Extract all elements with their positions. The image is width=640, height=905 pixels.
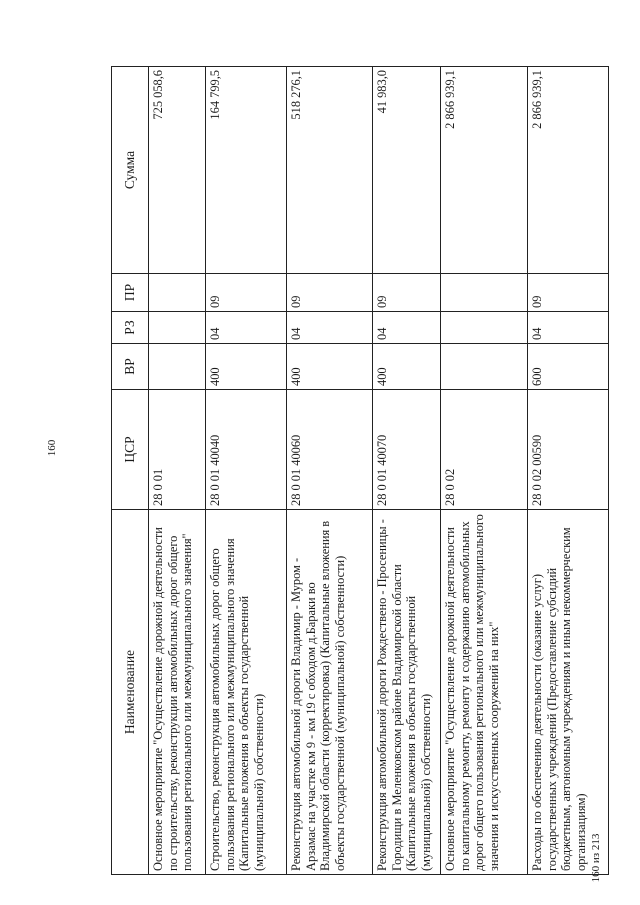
cell-csr: 28 0 02 00590 <box>528 390 609 510</box>
header-rz: РЗ <box>112 312 149 344</box>
cell-vr <box>441 344 528 390</box>
table-row <box>287 67 373 875</box>
cell-vr: 400 <box>287 344 373 390</box>
cell-name: Основное мероприятие "Осуществление дорожной деятельности по строительству, реконструкции автомобильных дорог общего пользования регионального или межмуниципального значения" <box>149 510 206 875</box>
cell-pr: 09 <box>528 274 609 312</box>
cell-name: Реконструкция автомобильной дороги Владимир - Муром - Арзамас на участке км 9 - км 19 с обходом д.Бараки во Владимирской области (корректировка) (Капитальные вложения в объекты государственной (муниципальной) собственности) <box>287 510 373 875</box>
cell-name: Основное мероприятие "Осуществление дорожной деятельности по капитальному ремонту, ремонту и содержанию автомобильных дорог общего пользования регионального или межмуниципального значения и искусственных сооружений на них" <box>441 510 528 875</box>
cell-csr: 28 0 01 <box>149 390 206 510</box>
cell-rz: 04 <box>528 312 609 344</box>
cell-vr: 600 <box>528 344 609 390</box>
table-row <box>441 67 528 875</box>
table-row <box>528 67 609 875</box>
cell-sum: 41 983,0 <box>373 67 441 274</box>
table-row <box>373 67 441 875</box>
header-sum: Сумма <box>112 67 149 274</box>
cell-pr <box>441 274 528 312</box>
cell-vr: 400 <box>373 344 441 390</box>
cell-rz: 04 <box>373 312 441 344</box>
page-footer: 160 из 213 <box>590 833 602 883</box>
cell-sum: 725 058,6 <box>149 67 206 274</box>
budget-table <box>111 66 609 875</box>
cell-csr: 28 0 02 <box>441 390 528 510</box>
cell-name: Строительство, реконструкция автомобильных дорог общего пользования регионального или межмуниципального значения (Капитальные вложения в объекты государственной (муниципальной) собственности) <box>206 510 287 875</box>
cell-vr: 400 <box>206 344 287 390</box>
cell-sum: 2 866 939,1 <box>441 67 528 274</box>
cell-vr <box>149 344 206 390</box>
cell-csr: 28 0 01 40070 <box>373 390 441 510</box>
header-csr: ЦСР <box>112 390 149 510</box>
cell-rz: 04 <box>287 312 373 344</box>
header-pr: ПР <box>112 274 149 312</box>
cell-pr: 09 <box>287 274 373 312</box>
cell-rz <box>149 312 206 344</box>
header-vr: ВР <box>112 344 149 390</box>
cell-pr: 09 <box>373 274 441 312</box>
cell-name: Реконструкция автомобильной дороги Рождествено - Просеницы - Городищи в Меленковском районе Владимирской области (Капитальные вложения в объекты государственной (муниципальной) собственности) <box>373 510 441 875</box>
table-row <box>149 67 206 875</box>
rotated-table-container <box>111 67 588 875</box>
table-row <box>206 67 287 875</box>
cell-rz: 04 <box>206 312 287 344</box>
cell-sum: 164 799,5 <box>206 67 287 274</box>
cell-csr: 28 0 01 40060 <box>287 390 373 510</box>
cell-pr <box>149 274 206 312</box>
cell-csr: 28 0 01 40040 <box>206 390 287 510</box>
header-name: Наименование <box>112 510 149 875</box>
cell-rz <box>441 312 528 344</box>
cell-name: Расходы по обеспечению деятельности (оказание услуг) государственных учреждений (Предоставление субсидий бюджетным, автономным учреждениям и иным некоммерческим организациям) <box>528 510 609 875</box>
cell-sum: 2 866 939,1 <box>528 67 609 274</box>
page-number: 160 <box>46 439 58 457</box>
cell-sum: 518 276,1 <box>287 67 373 274</box>
table-header-row <box>112 67 149 875</box>
cell-pr: 09 <box>206 274 287 312</box>
